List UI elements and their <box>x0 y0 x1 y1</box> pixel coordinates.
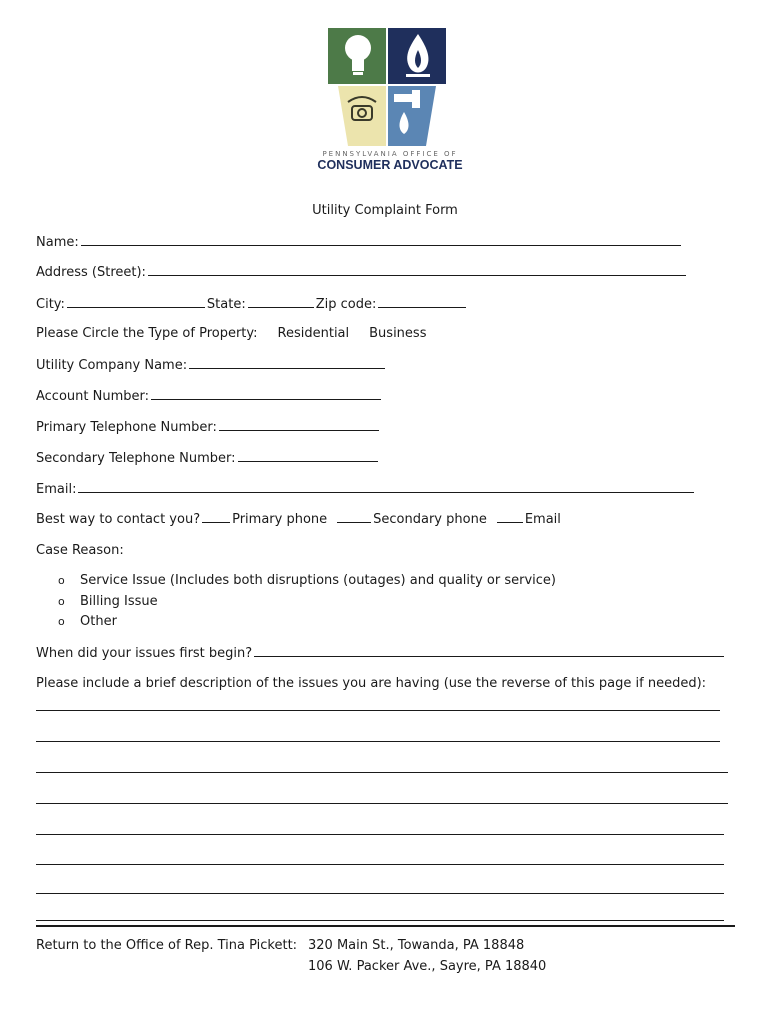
return-address-line1: 320 Main St., Towanda, PA 18848 <box>308 938 525 953</box>
email-row <box>36 481 696 497</box>
email-label: Email: <box>36 482 77 497</box>
description-line[interactable] <box>36 803 728 804</box>
begin-field[interactable] <box>254 645 724 657</box>
description-line[interactable] <box>36 772 728 773</box>
city-field[interactable] <box>67 296 205 308</box>
return-address-line2: 106 W. Packer Ave., Sayre, PA 18840 <box>308 959 547 974</box>
case-reason-billing-label: Billing Issue <box>80 594 158 609</box>
description-line[interactable] <box>36 864 724 865</box>
contact-option-secondary: Secondary phone <box>373 512 487 527</box>
description-line[interactable] <box>36 893 724 894</box>
contact-email-blank[interactable] <box>497 511 523 523</box>
return-label: Return to the Office of Rep. Tina Pickett: <box>36 938 298 953</box>
case-reason-service-label: Service Issue (Includes both disruptions (outages) and quality or service) <box>80 573 556 588</box>
utility-row <box>36 357 387 373</box>
property-label: Please Circle the Type of Property: <box>36 326 258 341</box>
logo-subtitle: PENNSYLVANIA OFFICE OF <box>322 150 458 158</box>
account-row <box>36 388 383 404</box>
city-label: City: <box>36 297 65 312</box>
footer-divider <box>36 925 735 927</box>
address-label: Address (Street): <box>36 265 146 280</box>
zip-field[interactable] <box>378 296 466 308</box>
city-state-zip-row <box>36 296 468 312</box>
case-reason-label: Case Reason: <box>36 543 124 558</box>
description-label: Please include a brief description of the issues you are having (use the reverse of this page if needed): <box>36 676 707 691</box>
begin-label: When did your issues first begin? <box>36 646 253 661</box>
primary-phone-row <box>36 419 381 435</box>
zip-label: Zip code: <box>315 297 377 312</box>
case-reason-other[interactable] <box>58 614 117 629</box>
case-reason-other-label: Other <box>80 614 117 629</box>
bullet-circle-icon: o <box>58 615 65 628</box>
form-title: Utility Complaint Form <box>312 203 458 218</box>
footer-address-1 <box>308 938 524 953</box>
state-label: State: <box>206 297 246 312</box>
primary-phone-label: Primary Telephone Number: <box>36 420 217 435</box>
name-label: Name: <box>36 235 79 250</box>
description-line[interactable] <box>36 710 720 711</box>
case-reason-heading <box>36 543 124 558</box>
primary-phone-field[interactable] <box>219 419 379 431</box>
property-option-residential[interactable]: Residential <box>277 326 350 341</box>
contact-secondary-blank[interactable] <box>337 511 371 523</box>
utility-label: Utility Company Name: <box>36 358 188 373</box>
account-label: Account Number: <box>36 389 149 404</box>
description-line[interactable] <box>36 834 724 835</box>
property-option-business[interactable]: Business <box>369 326 427 341</box>
email-field[interactable] <box>78 481 694 493</box>
description-line[interactable] <box>36 920 724 921</box>
footer-address-2 <box>308 959 546 974</box>
bullet-circle-icon: o <box>58 595 65 608</box>
utility-field[interactable] <box>189 357 385 369</box>
description-heading <box>36 676 706 691</box>
description-line[interactable] <box>36 741 720 742</box>
name-field[interactable] <box>81 234 681 246</box>
case-reason-service[interactable] <box>58 573 556 588</box>
address-field[interactable] <box>148 264 686 276</box>
contact-option-primary: Primary phone <box>232 512 328 527</box>
contact-row <box>36 511 561 527</box>
begin-row <box>36 645 726 661</box>
contact-option-email: Email <box>524 512 561 527</box>
name-row <box>36 234 683 250</box>
bullet-circle-icon: o <box>58 574 65 587</box>
state-field[interactable] <box>248 296 314 308</box>
logo-title: CONSUMER ADVOCATE <box>317 158 463 172</box>
address-row <box>36 264 688 280</box>
contact-label: Best way to contact you? <box>36 512 201 527</box>
secondary-phone-field[interactable] <box>238 450 378 462</box>
property-row <box>36 326 426 341</box>
secondary-phone-row <box>36 450 380 466</box>
case-reason-billing[interactable] <box>58 594 158 609</box>
account-field[interactable] <box>151 388 381 400</box>
contact-primary-blank[interactable] <box>202 511 230 523</box>
footer-return <box>36 938 297 953</box>
secondary-phone-label: Secondary Telephone Number: <box>36 451 236 466</box>
